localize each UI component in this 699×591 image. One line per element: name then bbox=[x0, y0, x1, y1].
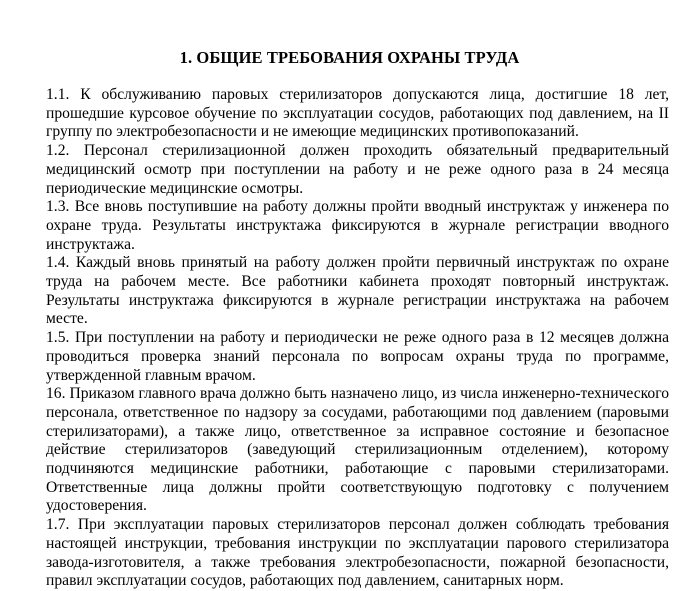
paragraph-1-1: 1.1. К обслуживанию паровых стерилизаторов допускаются лица, достигшие 18 лет, прошедшие курсовое обучение по эксплуатации сосудов, работающих под давлением, на II группу по электробезопасности и не имеющие медицинских противопоказаний. bbox=[46, 86, 669, 141]
paragraph-1-7: 1.7. При эксплуатации паровых стерилизаторов персонал должен соблюдать требования настоящей инструкции, требования инструкции по эксплуатации парового стерилизатора завода-изготовителя, а также требования электробезопасности, пожарной безопасности, правил эксплуатации сосудов, работающих под давлением, санитарных норм. bbox=[46, 516, 669, 590]
paragraph-1-5: 1.5. При поступлении на работу и периодически не реже одного раза в 12 месяцев должна проводиться проверка знаний персонала по вопросам охраны труда по программе, утвержденной главным врачом. bbox=[46, 329, 669, 384]
page-title: 1. ОБЩИЕ ТРЕБОВАНИЯ ОХРАНЫ ТРУДА bbox=[179, 48, 520, 67]
paragraph-1-6: 16. Приказом главного врача должно быть назначено лицо, из числа инженерно-технического персонала, ответственное по надзору за сосудами, работающими под давлением (паровыми стерилизаторами), а также лицо, ответственное за исправное состояние и безопасное действие стерилизаторов (заведующий стерилизационным отделением), которому подчиняются медицинские работники, работающие с паровыми стерилизаторами. Ответственные лица должны пройти соответствующую подготовку с получением удостоверения. bbox=[46, 385, 669, 515]
paragraph-1-2: 1.2. Персонал стерилизационной должен проходить обязательный предварительный медицинский осмотр при поступлении на работу и не реже одного раза в 24 месяца периодические медицинские осмотры. bbox=[46, 142, 669, 197]
document-body bbox=[46, 86, 669, 591]
paragraph-1-3: 1.3. Все вновь поступившие на работу должны пройти вводный инструктаж у инженера по охране труда. Результаты инструктажа фиксируются в журнале регистрации вводного инструктажа. bbox=[46, 198, 669, 253]
paragraph-1-4: 1.4. Каждый вновь принятый на работу должен пройти первичный инструктаж по охране труда на рабочем месте. Все работники кабинета проходят повторный инструктаж. Результаты инструктажа фиксируются в журнале регистрации инструктажа на рабочем месте. bbox=[46, 254, 669, 328]
